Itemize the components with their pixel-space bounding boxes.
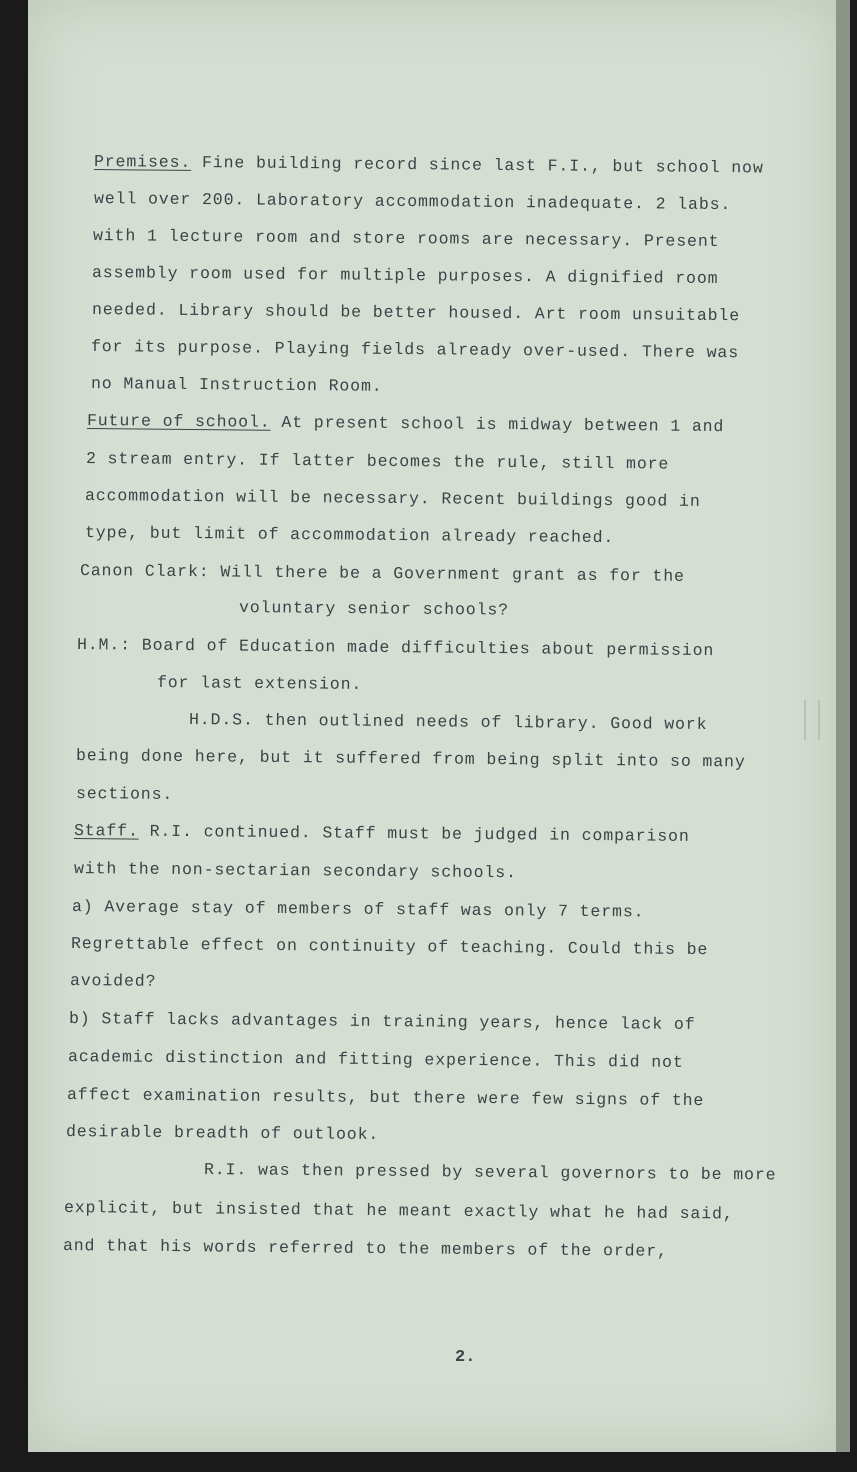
document-line: no Manual Instruction Room. [90, 374, 383, 396]
document-line: Regrettable effect on continuity of teaching. Could this be [70, 934, 709, 960]
section-heading-premises: Premises. [93, 152, 192, 172]
document-line: well over 200. Laboratory accommodation inadequate. 2 labs. [93, 189, 732, 215]
document-line: explicit, but insisted that he meant exactly what he had said, [63, 1198, 734, 1224]
document-line: type, but limit of accommodation already reached. [84, 523, 615, 548]
page-number: 2. [455, 1348, 476, 1367]
document-line: with 1 lecture room and store rooms are necessary. Present [92, 226, 720, 252]
document-line: with the non-sectarian secondary schools. [73, 859, 517, 883]
document-line: desirable breadth of outlook. [65, 1122, 380, 1145]
document-line: 2 stream entry. If latter becomes the rule, still more [85, 449, 670, 474]
document-line: avoided? [69, 971, 157, 991]
document-line: for its purpose. Playing fields already over-used. There was [90, 337, 740, 363]
document-line: academic distinction and fitting experience. This did not [67, 1047, 684, 1072]
section-heading-future-of-school: Future of school. [86, 411, 271, 432]
document-line: Premises. Fine building record since last F.I., but school now [93, 152, 764, 178]
document-line: sections. [75, 784, 174, 804]
document-line: b) Staff lacks advantages in training years, hence lack of [68, 1009, 696, 1035]
document-line: H.M.: Board of Education made difficulties about permission [76, 635, 715, 661]
document-line: H.D.S. then outlined needs of library. Good work [188, 710, 708, 734]
document-line: R.I. was then pressed by several governors to be more [203, 1160, 777, 1185]
document-line: for last extension. [156, 673, 363, 694]
section-heading-staff: Staff. [73, 821, 139, 841]
document-line: Canon Clark: Will there be a Government grant as for the [79, 561, 685, 586]
document-line: accommodation will be necessary. Recent buildings good in [84, 486, 701, 511]
document-line: needed. Library should be better housed. Art room unsuitable [91, 300, 741, 326]
document-line: Future of school. At present school is midway between 1 and [86, 411, 725, 437]
document-line: affect examination results, but there were few signs of the [66, 1085, 705, 1111]
document-line: assembly room used for multiple purposes. A dignified room [91, 263, 719, 289]
document-line: a) Average stay of members of staff was only 7 terms. [71, 897, 645, 922]
document-line: Staff. R.I. continued. Staff must be judged in comparison [73, 821, 690, 846]
document-line: voluntary senior schools? [238, 598, 510, 620]
document-line: and that his words referred to the members of the order, [62, 1236, 668, 1261]
document-line: being done here, but it suffered from being split into so many [75, 746, 746, 772]
